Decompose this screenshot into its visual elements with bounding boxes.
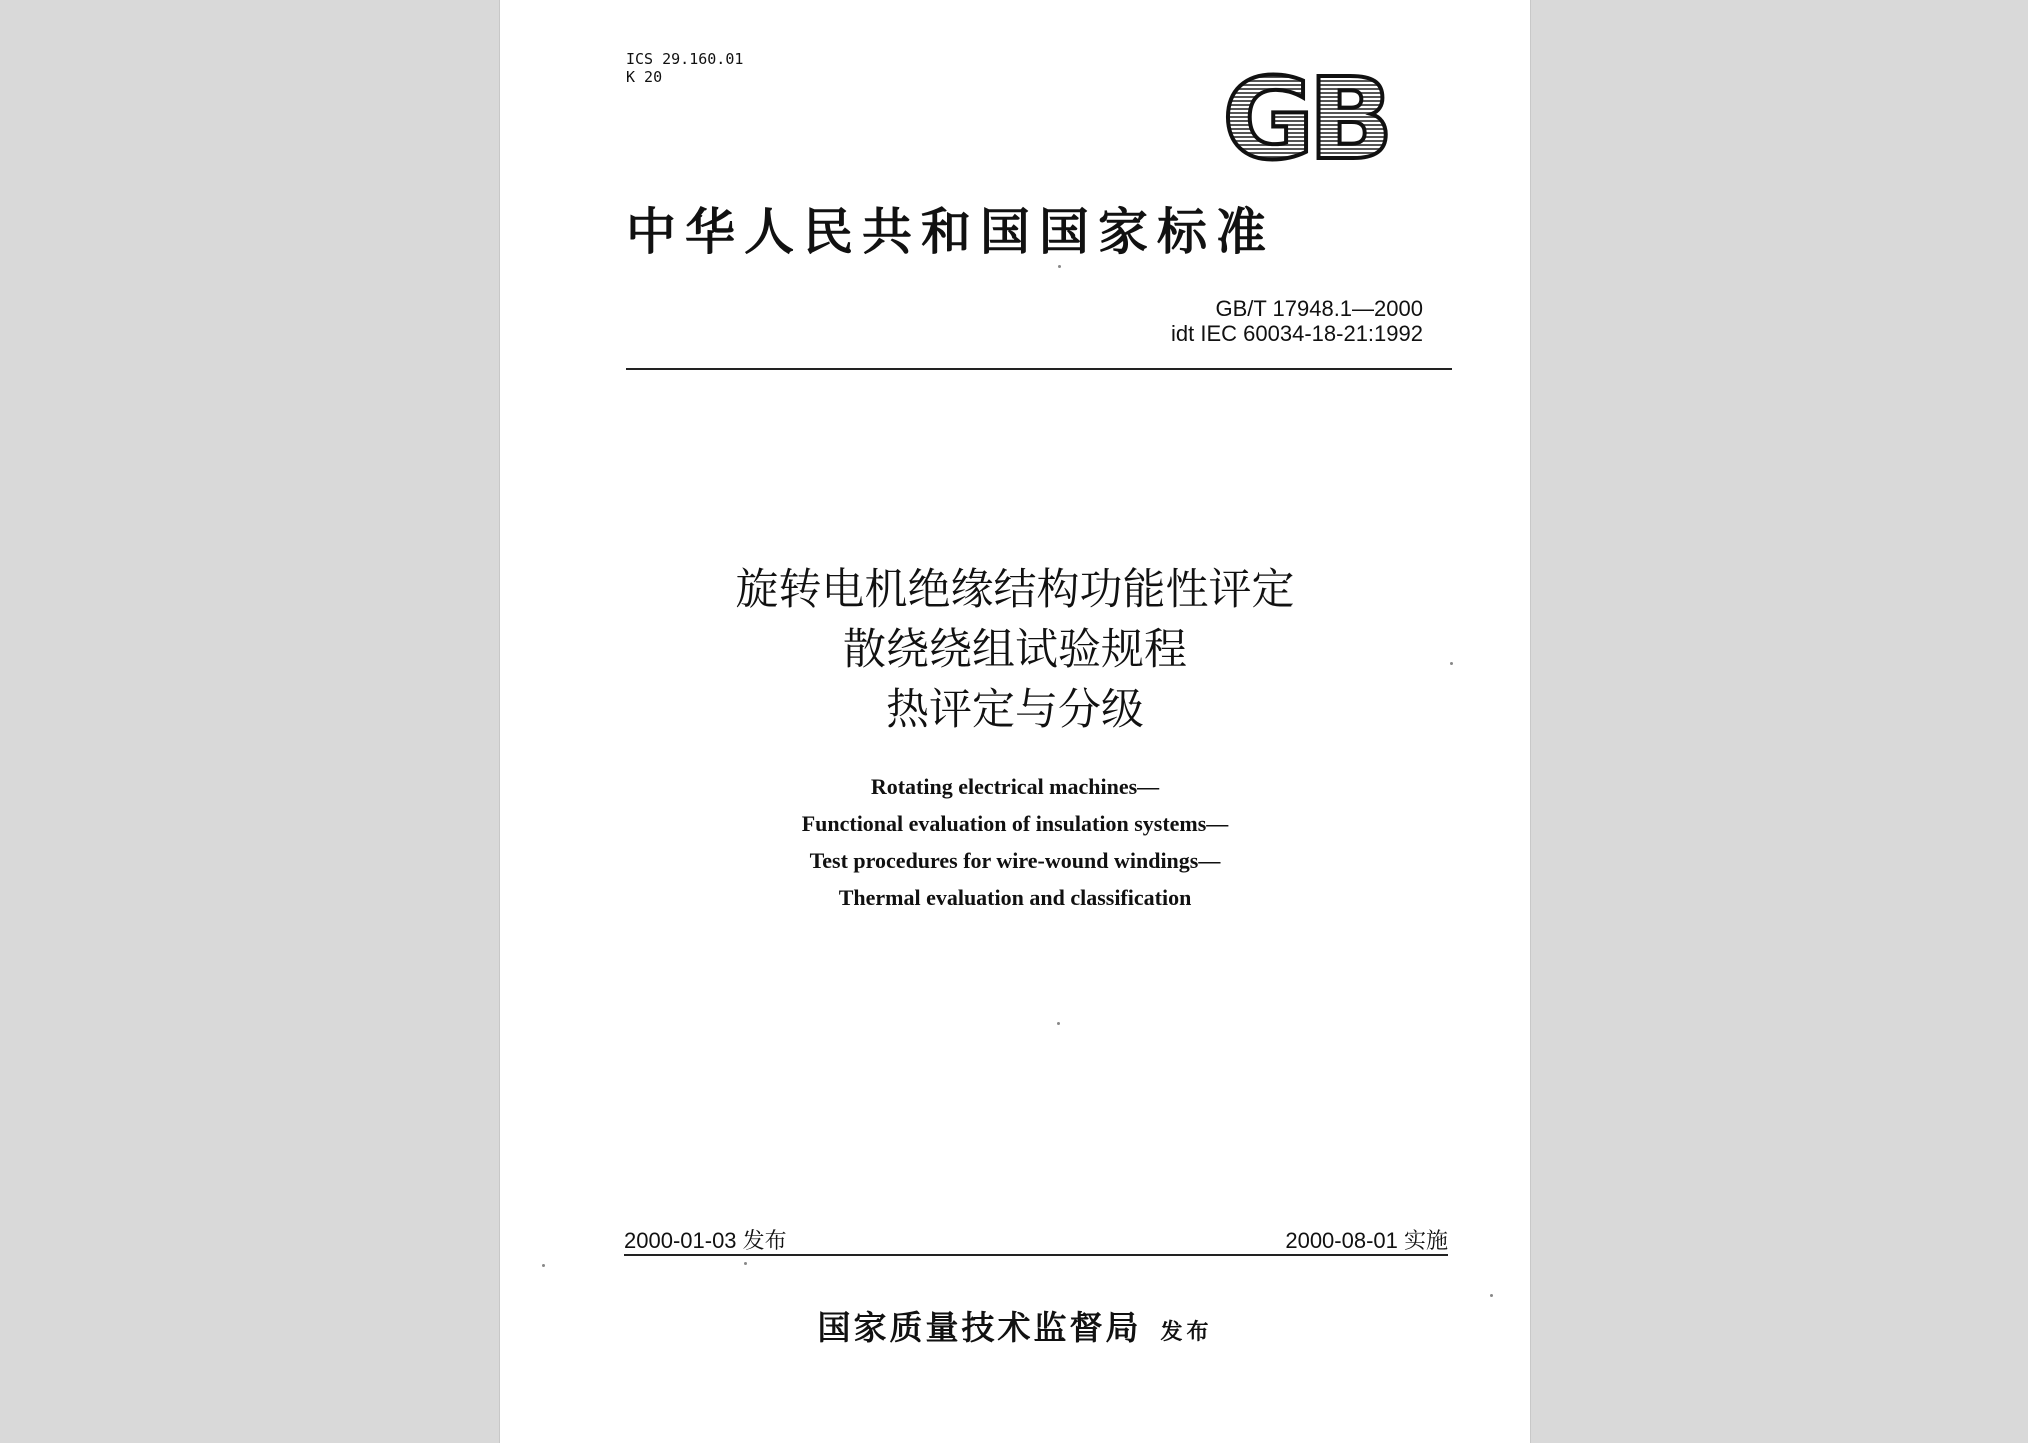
standard-number: GB/T 17948.1—2000 (1215, 296, 1423, 321)
chinese-title (500, 560, 1530, 740)
scan-speck (1057, 1022, 1060, 1025)
scan-speck (744, 1262, 747, 1265)
standard-number-block (1171, 296, 1423, 346)
english-title-line-4: Thermal evaluation and classification (838, 885, 1192, 910)
top-divider (626, 368, 1452, 370)
organization-title: 中华人民共和国国家标准 (626, 202, 1275, 261)
scan-speck (542, 1264, 545, 1267)
english-title (500, 768, 1530, 916)
chinese-title-line-1: 旋转电机绝缘结构功能性评定 (735, 565, 1295, 615)
identical-reference: idt IEC 60034-18-21:1992 (1171, 321, 1423, 346)
gb-logo-icon (1210, 68, 1400, 168)
document-page (499, 0, 1531, 1443)
ics-code: ICS 29.160.01 (626, 50, 744, 68)
chinese-title-line-3: 热评定与分级 (886, 685, 1144, 735)
english-title-line-2: Functional evaluation of insulation systems— (801, 811, 1229, 836)
chinese-title-line-2: 散绕绕组试验规程 (843, 625, 1187, 675)
gb-logo-text: GB (1222, 68, 1388, 168)
scan-speck (1450, 662, 1453, 665)
implementation-date: 2000-08-01 实施 (1285, 1228, 1448, 1253)
class-code: K 20 (626, 68, 663, 86)
publisher-suffix: 发布 (1160, 1319, 1213, 1345)
issue-date: 2000-01-03 发布 (624, 1228, 787, 1253)
publisher-name: 国家质量技术监督局 (817, 1308, 1142, 1347)
classification-codes (626, 50, 743, 86)
scan-speck (1058, 265, 1061, 268)
english-title-line-3: Test procedures for wire-wound windings— (809, 848, 1221, 873)
english-title-line-1: Rotating electrical machines— (870, 774, 1160, 799)
publisher (500, 1302, 1530, 1349)
scan-speck (1490, 1294, 1493, 1297)
bottom-divider (624, 1254, 1448, 1256)
